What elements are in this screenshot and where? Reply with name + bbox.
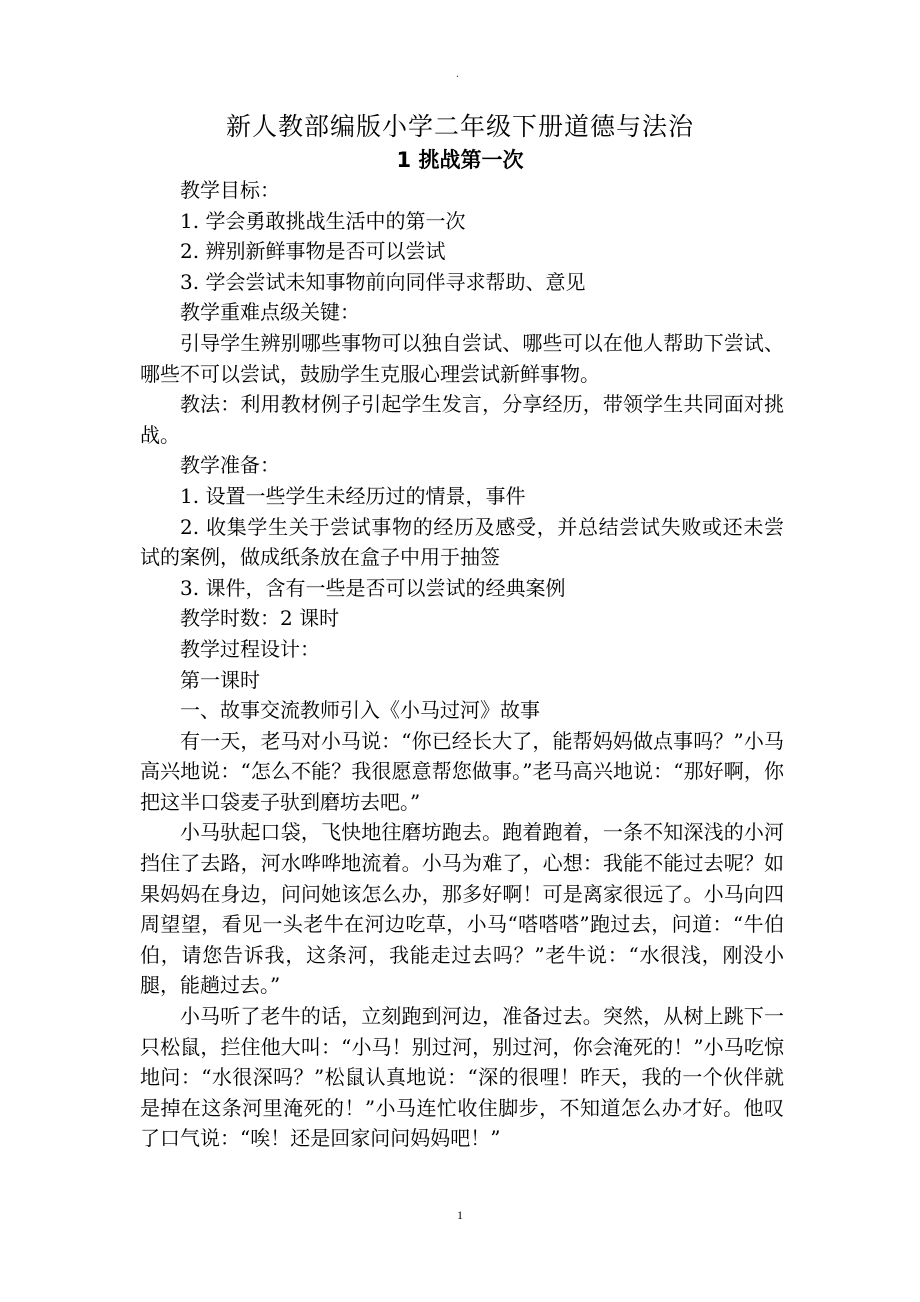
paragraph: 2. 收集学生关于尝试事物的经历及感受，并总结尝试失败或还未尝试的案例，做成纸条放在盒子中用于抽签 xyxy=(140,514,784,570)
header-dot: . xyxy=(456,66,459,80)
paragraph: 一、故事交流教师引入《小马过河》故事 xyxy=(180,698,540,723)
paragraph: 教学时数：2 课时 xyxy=(180,606,340,631)
document-body xyxy=(140,175,784,1154)
paragraph: 教法：利用教材例子引起学生发言，分享经历，带领学生共同面对挑战。 xyxy=(140,392,784,447)
document-title: 新人教部编版小学二年级下册道德与法治 xyxy=(225,112,694,141)
paragraph: 教学准备： xyxy=(180,453,280,478)
paragraph: 小马驮起口袋，飞快地往磨坊跑去。跑着跑着，一条不知深浅的小河挡住了去路，河水哗哗地流着。小马为难了，心想：我能不能过去呢？如果妈妈在身边，问问她该怎么办，那多好啊！可是离家很远了。小马向四周望望，看见一头老牛在河边吃草，小马“嗒嗒嗒”跑过去，问道：“牛伯伯，请您告诉我，这条河，我能走过去吗？”老牛说：“水很浅，刚没小腿，能趟过去。” xyxy=(140,820,784,998)
paragraph: 有一天，老马对小马说：“你已经长大了，能帮妈妈做点事吗？”小马高兴地说：“怎么不能？我很愿意帮您做事。”老马高兴地说：“那好啊，你把这半口袋麦子驮到磨坊去吧。” xyxy=(140,728,784,814)
paragraph: 第一课时 xyxy=(180,667,260,692)
paragraph: 引导学生辨别哪些事物可以独自尝试、哪些可以在他人帮助下尝试、哪些不可以尝试，鼓励学生克服心理尝试新鲜事物。 xyxy=(140,330,784,386)
paragraph: 教学过程设计： xyxy=(180,636,320,661)
paragraph: 2. 辨别新鲜事物是否可以尝试 xyxy=(180,239,446,264)
paragraph: 教学目标： xyxy=(180,178,280,202)
page-number: 1 xyxy=(457,1208,463,1222)
paragraph: 3. 学会尝试未知事物前向同伴寻求帮助、意见 xyxy=(180,269,586,294)
paragraph: 教学重难点级关键： xyxy=(180,300,360,325)
paragraph: 1. 设置一些学生未经历过的情景，事件 xyxy=(180,483,526,508)
paragraph: 3. 课件，含有一些是否可以尝试的经典案例 xyxy=(180,575,566,600)
lesson-subtitle: 1 挑战第一次 xyxy=(396,148,524,172)
paragraph: 1. 学会勇敢挑战生活中的第一次 xyxy=(180,208,466,233)
paragraph: 小马听了老牛的话，立刻跑到河边，准备过去。突然，从树上跳下一只松鼠，拦住他大叫：“小马！别过河，别过河，你会淹死的！”小马吃惊地问：“水很深吗？”松鼠认真地说：“深的很哩！昨天，我的一个伙伴就是掉在这条河里淹死的！”小马连忙收住脚步，不知道怎么办才好。他叹了口气说：“唉！还是回家问问妈妈吧！” xyxy=(140,1004,784,1151)
